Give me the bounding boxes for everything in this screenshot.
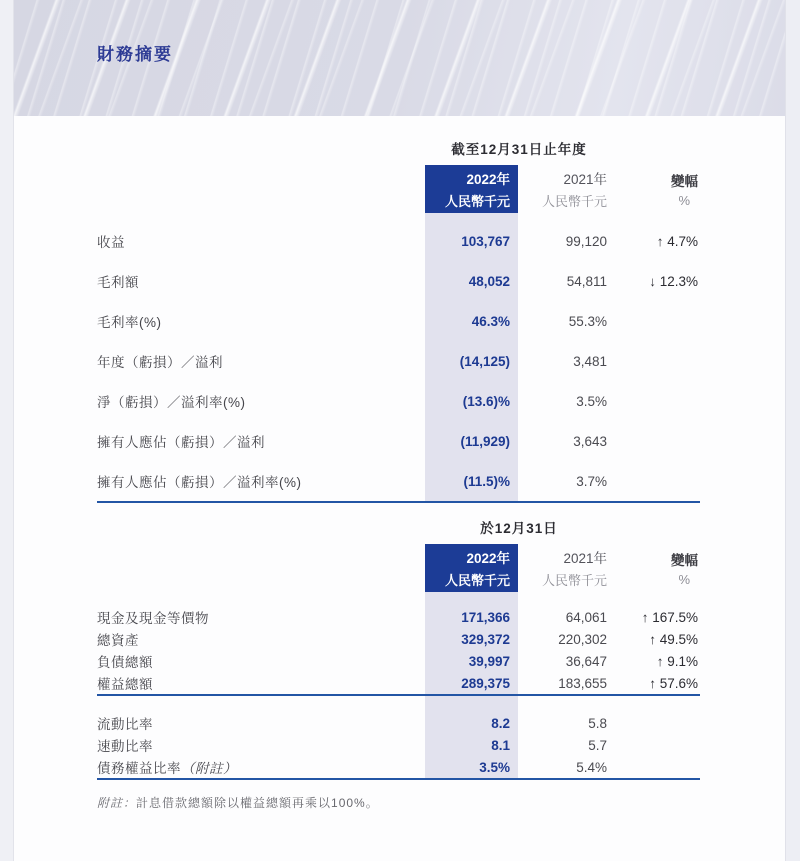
value-2022: 39,997 (468, 653, 510, 669)
value-change: ↑ 4.7% (656, 233, 698, 249)
header-spacer (97, 165, 425, 213)
value-change: ↑ 49.5% (649, 631, 698, 647)
value-2022: (14,125) (459, 353, 510, 369)
value-2022: 171,366 (461, 609, 510, 625)
row-label-text: 債務權益比率 (97, 761, 181, 776)
row-label: 收益 (97, 235, 125, 250)
table-row (97, 381, 700, 421)
table-row (97, 734, 700, 756)
col-header-change (613, 544, 700, 592)
value-change: ↓ 12.3% (649, 273, 698, 289)
row-label: 總資產 (97, 633, 139, 648)
footnote (97, 794, 700, 811)
value-2021: 54,811 (566, 273, 607, 289)
page-title: 財務摘要 (97, 45, 173, 64)
col-change-unit: % (678, 193, 690, 208)
table-row (97, 650, 700, 672)
table-body (97, 213, 700, 501)
value-2021: 5.4% (576, 759, 607, 775)
value-2021: 3,481 (573, 353, 607, 369)
col-year-label: 2022年 (466, 172, 510, 187)
value-change: ↑ 167.5% (641, 609, 698, 625)
row-label: 毛利率(%) (97, 315, 162, 330)
table-body-ratios (97, 696, 700, 778)
col-header-change (613, 165, 700, 213)
value-2021: 3.5% (576, 393, 607, 409)
value-2022: (13.6)% (462, 393, 510, 409)
table-row (97, 461, 700, 501)
col-unit-label: 人民幣千元 (444, 573, 510, 588)
value-2022: (11,929) (460, 433, 510, 449)
col-unit-label: 人民幣千元 (541, 194, 607, 209)
table-header (97, 544, 700, 592)
value-2021: 220,302 (558, 631, 607, 647)
row-label: 權益總額 (97, 677, 153, 692)
value-2021: 3.7% (576, 473, 607, 489)
col-change-label: 變幅 (671, 553, 698, 568)
table-row (97, 628, 700, 650)
page-edge-left (0, 0, 14, 861)
col-header-2021 (518, 165, 613, 213)
value-change: ↑ 9.1% (656, 653, 698, 669)
row-label: 負債總額 (97, 655, 153, 670)
value-2021: 36,647 (565, 653, 607, 669)
value-2021: 5.7 (588, 737, 607, 753)
table-body-balances (97, 592, 700, 694)
value-2021: 183,655 (558, 675, 607, 691)
row-label: 流動比率 (97, 717, 153, 732)
table-divider-rule (97, 694, 700, 696)
col-header-2022 (425, 544, 518, 592)
row-label: 淨（虧損）／溢利率(%) (97, 395, 246, 410)
value-2021: 64,061 (565, 609, 607, 625)
col-year-label: 2021年 (563, 172, 607, 187)
table-row (97, 221, 700, 261)
table-heading: 於12月31日 (480, 521, 558, 536)
col-header-2022 (425, 165, 518, 213)
table-row (97, 606, 700, 628)
page-edge-right (785, 0, 800, 861)
row-label (97, 757, 425, 777)
value-2021: 5.8 (588, 715, 607, 731)
value-2022: 46.3% (471, 313, 510, 329)
value-2022: 8.1 (491, 737, 510, 753)
col-change-unit: % (678, 572, 690, 587)
value-2022: 103,767 (461, 233, 510, 249)
financial-summary (97, 140, 700, 811)
table-year-ended (97, 140, 700, 503)
row-label: 毛利額 (97, 275, 139, 290)
row-label: 擁有人應佔（虧損）／溢利率(%) (97, 475, 302, 490)
value-2022: (11.5)% (463, 473, 510, 489)
footnote-prefix: 附註： (97, 796, 137, 810)
row-label: 擁有人應佔（虧損）／溢利 (97, 435, 265, 450)
table-row (97, 712, 700, 734)
table-heading: 截至12月31日止年度 (451, 142, 587, 157)
value-2022: 48,052 (468, 273, 510, 289)
value-2021: 99,120 (565, 233, 607, 249)
value-2022: 8.2 (491, 715, 510, 731)
value-2021: 3,643 (573, 433, 607, 449)
banner (14, 0, 785, 116)
footnote-text: 計息借款總額除以權益總額再乘以100%。 (136, 796, 379, 810)
col-header-2021 (518, 544, 613, 592)
table-header (97, 165, 700, 213)
table-row (97, 341, 700, 381)
col-year-label: 2022年 (466, 551, 510, 566)
value-2022: 329,372 (461, 631, 510, 647)
value-change: ↑ 57.6% (649, 675, 698, 691)
header-spacer (97, 544, 425, 592)
table-row (97, 672, 700, 694)
col-unit-label: 人民幣千元 (444, 194, 510, 209)
row-label: 年度（虧損）／溢利 (97, 355, 223, 370)
table-row (97, 301, 700, 341)
col-change-label: 變幅 (671, 174, 698, 189)
value-2021: 55.3% (568, 313, 607, 329)
col-unit-label: 人民幣千元 (541, 573, 607, 588)
table-row (97, 756, 700, 778)
value-2022: 3.5% (479, 759, 510, 775)
table-as-at (97, 519, 700, 780)
row-label-note: （附註） (181, 761, 237, 776)
row-label: 速動比率 (97, 739, 153, 754)
table-row (97, 421, 700, 461)
row-label: 現金及現金等價物 (97, 611, 209, 626)
value-2022: 289,375 (461, 675, 510, 691)
col-year-label: 2021年 (563, 551, 607, 566)
table-row (97, 261, 700, 301)
